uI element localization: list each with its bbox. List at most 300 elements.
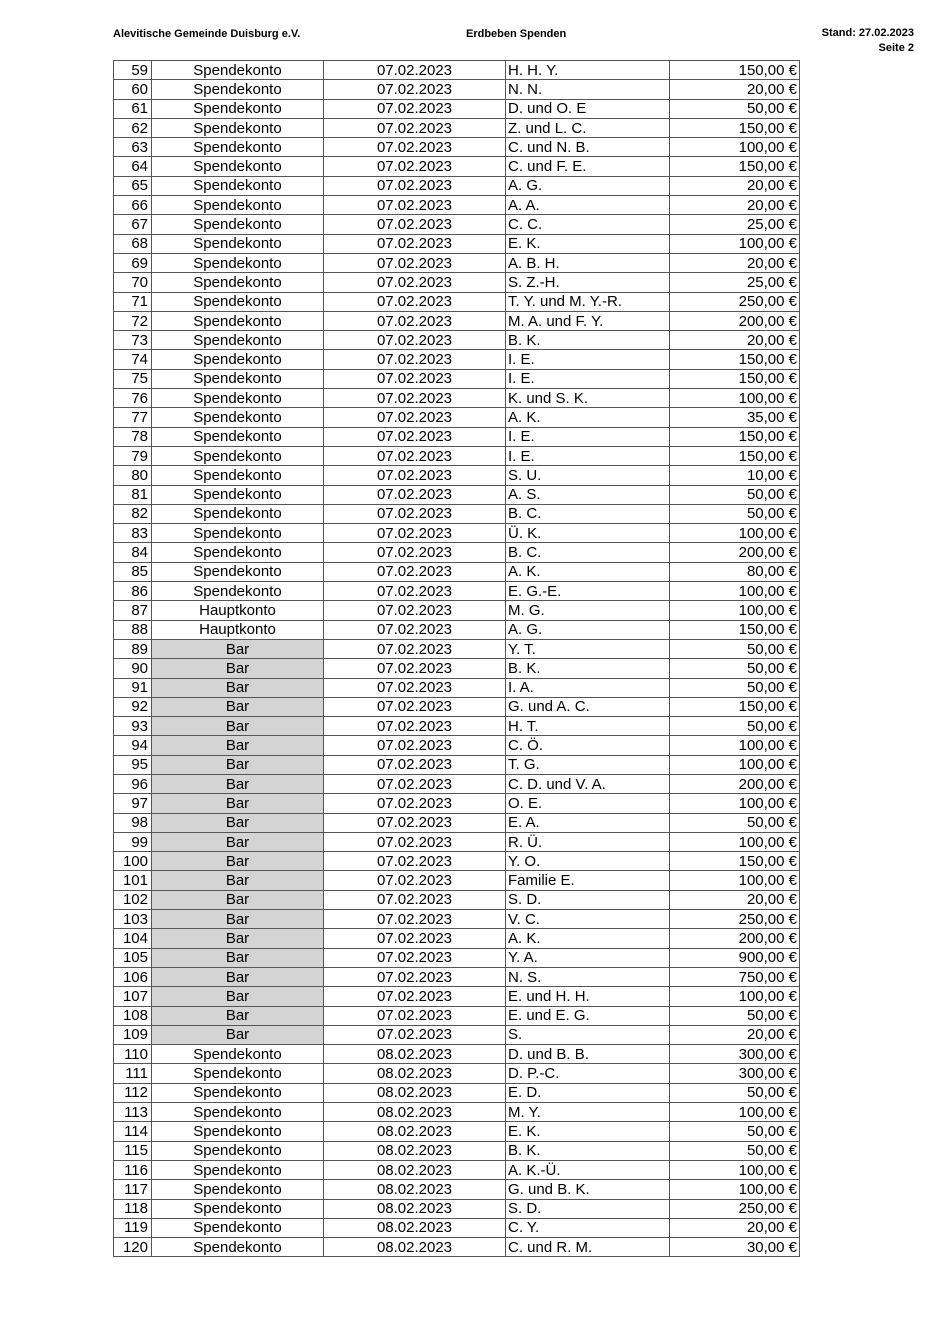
donation-date: 07.02.2023 [324, 890, 506, 909]
donation-amount: 30,00 € [670, 1238, 800, 1257]
table-row [114, 1103, 800, 1122]
donation-amount: 20,00 € [670, 80, 800, 99]
row-number: 72 [114, 311, 152, 330]
donor-name: E. D. [506, 1083, 670, 1102]
table-row [114, 253, 800, 272]
donor-name: I. E. [506, 369, 670, 388]
table-row [114, 755, 800, 774]
donation-amount: 50,00 € [670, 1141, 800, 1160]
table-row [114, 620, 800, 639]
donation-date: 07.02.2023 [324, 736, 506, 755]
table-row [114, 118, 800, 137]
row-number: 105 [114, 948, 152, 967]
table-row [114, 774, 800, 793]
payment-source: Spendekonto [152, 446, 324, 465]
payment-source: Bar [152, 987, 324, 1006]
donor-name: C. und N. B. [506, 138, 670, 157]
donor-name: N. N. [506, 80, 670, 99]
donation-date: 07.02.2023 [324, 871, 506, 890]
page-header [0, 0, 932, 60]
payment-source: Bar [152, 910, 324, 929]
payment-source: Bar [152, 717, 324, 736]
donation-amount: 100,00 € [670, 524, 800, 543]
table-row [114, 1006, 800, 1025]
row-number: 103 [114, 910, 152, 929]
table-row [114, 369, 800, 388]
table-row [114, 273, 800, 292]
donation-amount: 25,00 € [670, 273, 800, 292]
table-row [114, 678, 800, 697]
row-number: 96 [114, 774, 152, 793]
table-row [114, 1141, 800, 1160]
payment-source: Spendekonto [152, 1103, 324, 1122]
donor-name: E. G.-E. [506, 582, 670, 601]
donation-amount: 100,00 € [670, 1103, 800, 1122]
table-row [114, 910, 800, 929]
donation-amount: 250,00 € [670, 1199, 800, 1218]
donation-amount: 50,00 € [670, 659, 800, 678]
donation-amount: 150,00 € [670, 61, 800, 80]
row-number: 64 [114, 157, 152, 176]
payment-source: Spendekonto [152, 543, 324, 562]
donation-date: 08.02.2023 [324, 1141, 506, 1160]
row-number: 117 [114, 1180, 152, 1199]
table-row [114, 292, 800, 311]
payment-source: Hauptkonto [152, 620, 324, 639]
donation-amount: 20,00 € [670, 331, 800, 350]
row-number: 61 [114, 99, 152, 118]
donation-date: 07.02.2023 [324, 794, 506, 813]
table-row [114, 80, 800, 99]
row-number: 92 [114, 697, 152, 716]
payment-source: Bar [152, 852, 324, 871]
donor-name: G. und A. C. [506, 697, 670, 716]
donor-name: D. und O. E [506, 99, 670, 118]
donor-name: A. A. [506, 196, 670, 215]
payment-source: Spendekonto [152, 562, 324, 581]
payment-source: Spendekonto [152, 389, 324, 408]
row-number: 79 [114, 446, 152, 465]
donor-name: B. C. [506, 504, 670, 523]
table-row [114, 1122, 800, 1141]
row-number: 99 [114, 832, 152, 851]
row-number: 59 [114, 61, 152, 80]
table-row [114, 582, 800, 601]
row-number: 75 [114, 369, 152, 388]
donor-name: V. C. [506, 910, 670, 929]
donor-name: R. Ü. [506, 832, 670, 851]
row-number: 86 [114, 582, 152, 601]
donation-date: 07.02.2023 [324, 562, 506, 581]
donor-name: M. G. [506, 601, 670, 620]
table-row [114, 871, 800, 890]
row-number: 119 [114, 1218, 152, 1237]
row-number: 115 [114, 1141, 152, 1160]
donation-date: 07.02.2023 [324, 524, 506, 543]
donation-date: 07.02.2023 [324, 466, 506, 485]
payment-source: Spendekonto [152, 524, 324, 543]
donation-amount: 50,00 € [670, 485, 800, 504]
donor-name: Ü. K. [506, 524, 670, 543]
donation-amount: 50,00 € [670, 1006, 800, 1025]
row-number: 102 [114, 890, 152, 909]
payment-source: Bar [152, 890, 324, 909]
payment-source: Spendekonto [152, 1180, 324, 1199]
donation-date: 07.02.2023 [324, 987, 506, 1006]
donation-amount: 150,00 € [670, 369, 800, 388]
row-number: 108 [114, 1006, 152, 1025]
row-number: 82 [114, 504, 152, 523]
donor-name: Y. T. [506, 639, 670, 658]
donation-amount: 50,00 € [670, 504, 800, 523]
payment-source: Spendekonto [152, 331, 324, 350]
donation-date: 07.02.2023 [324, 331, 506, 350]
row-number: 114 [114, 1122, 152, 1141]
payment-source: Bar [152, 871, 324, 890]
row-number: 67 [114, 215, 152, 234]
table-row [114, 1083, 800, 1102]
donor-name: E. K. [506, 234, 670, 253]
row-number: 106 [114, 967, 152, 986]
donor-name: H. T. [506, 717, 670, 736]
donor-name: I. E. [506, 427, 670, 446]
table-row [114, 890, 800, 909]
row-number: 118 [114, 1199, 152, 1218]
table-row [114, 176, 800, 195]
donation-date: 07.02.2023 [324, 369, 506, 388]
payment-source: Spendekonto [152, 485, 324, 504]
donation-amount: 100,00 € [670, 871, 800, 890]
donation-date: 08.02.2023 [324, 1218, 506, 1237]
donation-amount: 100,00 € [670, 601, 800, 620]
donor-name: D. und B. B. [506, 1045, 670, 1064]
row-number: 93 [114, 717, 152, 736]
donation-amount: 200,00 € [670, 774, 800, 793]
row-number: 60 [114, 80, 152, 99]
donation-amount: 150,00 € [670, 697, 800, 716]
donation-date: 07.02.2023 [324, 852, 506, 871]
donation-date: 07.02.2023 [324, 196, 506, 215]
donation-date: 07.02.2023 [324, 1025, 506, 1044]
payment-source: Spendekonto [152, 118, 324, 137]
table-row [114, 717, 800, 736]
donation-amount: 250,00 € [670, 292, 800, 311]
table-row [114, 813, 800, 832]
donation-date: 07.02.2023 [324, 774, 506, 793]
donation-amount: 150,00 € [670, 852, 800, 871]
donor-name: A. S. [506, 485, 670, 504]
donation-date: 07.02.2023 [324, 910, 506, 929]
row-number: 63 [114, 138, 152, 157]
payment-source: Bar [152, 678, 324, 697]
donation-amount: 20,00 € [670, 176, 800, 195]
payment-source: Spendekonto [152, 1141, 324, 1160]
row-number: 76 [114, 389, 152, 408]
payment-source: Hauptkonto [152, 601, 324, 620]
row-number: 71 [114, 292, 152, 311]
row-number: 101 [114, 871, 152, 890]
donation-date: 07.02.2023 [324, 138, 506, 157]
row-number: 80 [114, 466, 152, 485]
payment-source: Bar [152, 774, 324, 793]
donation-date: 07.02.2023 [324, 292, 506, 311]
table-row [114, 1160, 800, 1179]
table-row [114, 99, 800, 118]
donation-amount: 150,00 € [670, 446, 800, 465]
donation-amount: 100,00 € [670, 389, 800, 408]
row-number: 104 [114, 929, 152, 948]
donation-amount: 300,00 € [670, 1064, 800, 1083]
donation-date: 08.02.2023 [324, 1160, 506, 1179]
page-number: Seite 2 [878, 42, 914, 54]
donation-date: 07.02.2023 [324, 215, 506, 234]
table-row [114, 1218, 800, 1237]
row-number: 111 [114, 1064, 152, 1083]
donor-name: Familie E. [506, 871, 670, 890]
table-row [114, 832, 800, 851]
donation-date: 07.02.2023 [324, 389, 506, 408]
table-row [114, 601, 800, 620]
donor-name: T. Y. und M. Y.-R. [506, 292, 670, 311]
donation-date: 08.02.2023 [324, 1083, 506, 1102]
payment-source: Spendekonto [152, 273, 324, 292]
donation-date: 07.02.2023 [324, 601, 506, 620]
payment-source: Spendekonto [152, 253, 324, 272]
donor-name: K. und S. K. [506, 389, 670, 408]
table-row [114, 1180, 800, 1199]
table-row [114, 929, 800, 948]
donation-date: 07.02.2023 [324, 446, 506, 465]
row-number: 107 [114, 987, 152, 1006]
payment-source: Spendekonto [152, 1064, 324, 1083]
table-row [114, 1064, 800, 1083]
donation-amount: 50,00 € [670, 678, 800, 697]
table-row [114, 215, 800, 234]
payment-source: Spendekonto [152, 1160, 324, 1179]
row-number: 66 [114, 196, 152, 215]
donation-amount: 200,00 € [670, 311, 800, 330]
row-number: 116 [114, 1160, 152, 1179]
payment-source: Spendekonto [152, 215, 324, 234]
donations-table [113, 60, 800, 1257]
row-number: 73 [114, 331, 152, 350]
donor-name: E. und E. G. [506, 1006, 670, 1025]
table-row [114, 234, 800, 253]
donation-date: 07.02.2023 [324, 504, 506, 523]
donation-date: 07.02.2023 [324, 485, 506, 504]
payment-source: Bar [152, 639, 324, 658]
donation-date: 08.02.2023 [324, 1180, 506, 1199]
donation-date: 07.02.2023 [324, 157, 506, 176]
donor-name: Z. und L. C. [506, 118, 670, 137]
donation-date: 08.02.2023 [324, 1045, 506, 1064]
table-row [114, 331, 800, 350]
row-number: 65 [114, 176, 152, 195]
donor-name: E. K. [506, 1122, 670, 1141]
payment-source: Spendekonto [152, 408, 324, 427]
donor-name: C. Ö. [506, 736, 670, 755]
donation-date: 07.02.2023 [324, 659, 506, 678]
table-row [114, 967, 800, 986]
donation-date: 07.02.2023 [324, 697, 506, 716]
table-row [114, 157, 800, 176]
donation-amount: 80,00 € [670, 562, 800, 581]
donor-name: A. G. [506, 176, 670, 195]
donation-amount: 50,00 € [670, 639, 800, 658]
donation-date: 07.02.2023 [324, 99, 506, 118]
donation-amount: 100,00 € [670, 987, 800, 1006]
payment-source: Spendekonto [152, 292, 324, 311]
donation-date: 07.02.2023 [324, 408, 506, 427]
donor-name: H. H. Y. [506, 61, 670, 80]
donor-name: S. [506, 1025, 670, 1044]
payment-source: Bar [152, 794, 324, 813]
donation-amount: 250,00 € [670, 910, 800, 929]
row-number: 109 [114, 1025, 152, 1044]
donor-name: M. Y. [506, 1103, 670, 1122]
payment-source: Spendekonto [152, 234, 324, 253]
table-row [114, 138, 800, 157]
payment-source: Bar [152, 1006, 324, 1025]
table-row [114, 504, 800, 523]
donor-name: C. und F. E. [506, 157, 670, 176]
payment-source: Spendekonto [152, 138, 324, 157]
donation-date: 07.02.2023 [324, 582, 506, 601]
donor-name: C. Y. [506, 1218, 670, 1237]
donation-amount: 150,00 € [670, 157, 800, 176]
row-number: 110 [114, 1045, 152, 1064]
donor-name: A. K. [506, 408, 670, 427]
donation-date: 07.02.2023 [324, 813, 506, 832]
table-row [114, 639, 800, 658]
payment-source: Spendekonto [152, 466, 324, 485]
row-number: 100 [114, 852, 152, 871]
donor-name: C. C. [506, 215, 670, 234]
table-row [114, 427, 800, 446]
donation-date: 07.02.2023 [324, 253, 506, 272]
donation-date: 07.02.2023 [324, 1006, 506, 1025]
donation-amount: 20,00 € [670, 196, 800, 215]
donation-amount: 50,00 € [670, 1122, 800, 1141]
payment-source: Spendekonto [152, 1238, 324, 1257]
table-row [114, 350, 800, 369]
row-number: 69 [114, 253, 152, 272]
payment-source: Spendekonto [152, 1083, 324, 1102]
payment-source: Spendekonto [152, 196, 324, 215]
donation-amount: 20,00 € [670, 890, 800, 909]
table-row [114, 524, 800, 543]
payment-source: Bar [152, 929, 324, 948]
row-number: 74 [114, 350, 152, 369]
table-row [114, 311, 800, 330]
donor-name: O. E. [506, 794, 670, 813]
donation-date: 07.02.2023 [324, 176, 506, 195]
payment-source: Spendekonto [152, 1122, 324, 1141]
donation-amount: 20,00 € [670, 1218, 800, 1237]
donation-date: 07.02.2023 [324, 118, 506, 137]
donation-date: 07.02.2023 [324, 832, 506, 851]
donation-amount: 20,00 € [670, 1025, 800, 1044]
payment-source: Bar [152, 832, 324, 851]
payment-source: Spendekonto [152, 61, 324, 80]
donor-name: T. G. [506, 755, 670, 774]
donation-amount: 750,00 € [670, 967, 800, 986]
row-number: 94 [114, 736, 152, 755]
table-row [114, 852, 800, 871]
donation-amount: 200,00 € [670, 929, 800, 948]
payment-source: Spendekonto [152, 427, 324, 446]
donation-amount: 100,00 € [670, 736, 800, 755]
row-number: 90 [114, 659, 152, 678]
donor-name: Y. O. [506, 852, 670, 871]
table-row [114, 196, 800, 215]
row-number: 98 [114, 813, 152, 832]
donation-amount: 300,00 € [670, 1045, 800, 1064]
donation-amount: 50,00 € [670, 813, 800, 832]
donation-date: 07.02.2023 [324, 678, 506, 697]
payment-source: Spendekonto [152, 1218, 324, 1237]
organization-name: Alevitische Gemeinde Duisburg e.V. [113, 28, 301, 40]
donation-amount: 150,00 € [670, 350, 800, 369]
donation-date: 08.02.2023 [324, 1103, 506, 1122]
donor-name: Y. A. [506, 948, 670, 967]
donor-name: I. A. [506, 678, 670, 697]
table-row [114, 543, 800, 562]
donation-amount: 35,00 € [670, 408, 800, 427]
donation-amount: 10,00 € [670, 466, 800, 485]
payment-source: Bar [152, 755, 324, 774]
donor-name: E. und H. H. [506, 987, 670, 1006]
table-row [114, 485, 800, 504]
payment-source: Spendekonto [152, 1199, 324, 1218]
payment-source: Spendekonto [152, 157, 324, 176]
row-number: 84 [114, 543, 152, 562]
donation-amount: 100,00 € [670, 1180, 800, 1199]
donation-amount: 100,00 € [670, 755, 800, 774]
payment-source: Spendekonto [152, 311, 324, 330]
donation-date: 07.02.2023 [324, 234, 506, 253]
donation-amount: 50,00 € [670, 717, 800, 736]
row-number: 77 [114, 408, 152, 427]
row-number: 81 [114, 485, 152, 504]
donation-date: 08.02.2023 [324, 1238, 506, 1257]
payment-source: Bar [152, 967, 324, 986]
donor-name: I. E. [506, 350, 670, 369]
donation-date: 07.02.2023 [324, 717, 506, 736]
donor-name: C. und R. M. [506, 1238, 670, 1257]
payment-source: Bar [152, 697, 324, 716]
donation-amount: 150,00 € [670, 427, 800, 446]
donation-date: 07.02.2023 [324, 929, 506, 948]
document-meta [822, 26, 914, 56]
donation-date: 07.02.2023 [324, 948, 506, 967]
donation-amount: 100,00 € [670, 582, 800, 601]
donation-amount: 25,00 € [670, 215, 800, 234]
row-number: 85 [114, 562, 152, 581]
row-number: 70 [114, 273, 152, 292]
donation-date: 07.02.2023 [324, 311, 506, 330]
row-number: 88 [114, 620, 152, 639]
donation-amount: 50,00 € [670, 1083, 800, 1102]
donor-name: B. C. [506, 543, 670, 562]
donor-name: A. B. H. [506, 253, 670, 272]
donation-amount: 20,00 € [670, 253, 800, 272]
document-title: Erdbeben Spenden [466, 28, 567, 40]
row-number: 87 [114, 601, 152, 620]
row-number: 112 [114, 1083, 152, 1102]
donation-amount: 200,00 € [670, 543, 800, 562]
row-number: 78 [114, 427, 152, 446]
